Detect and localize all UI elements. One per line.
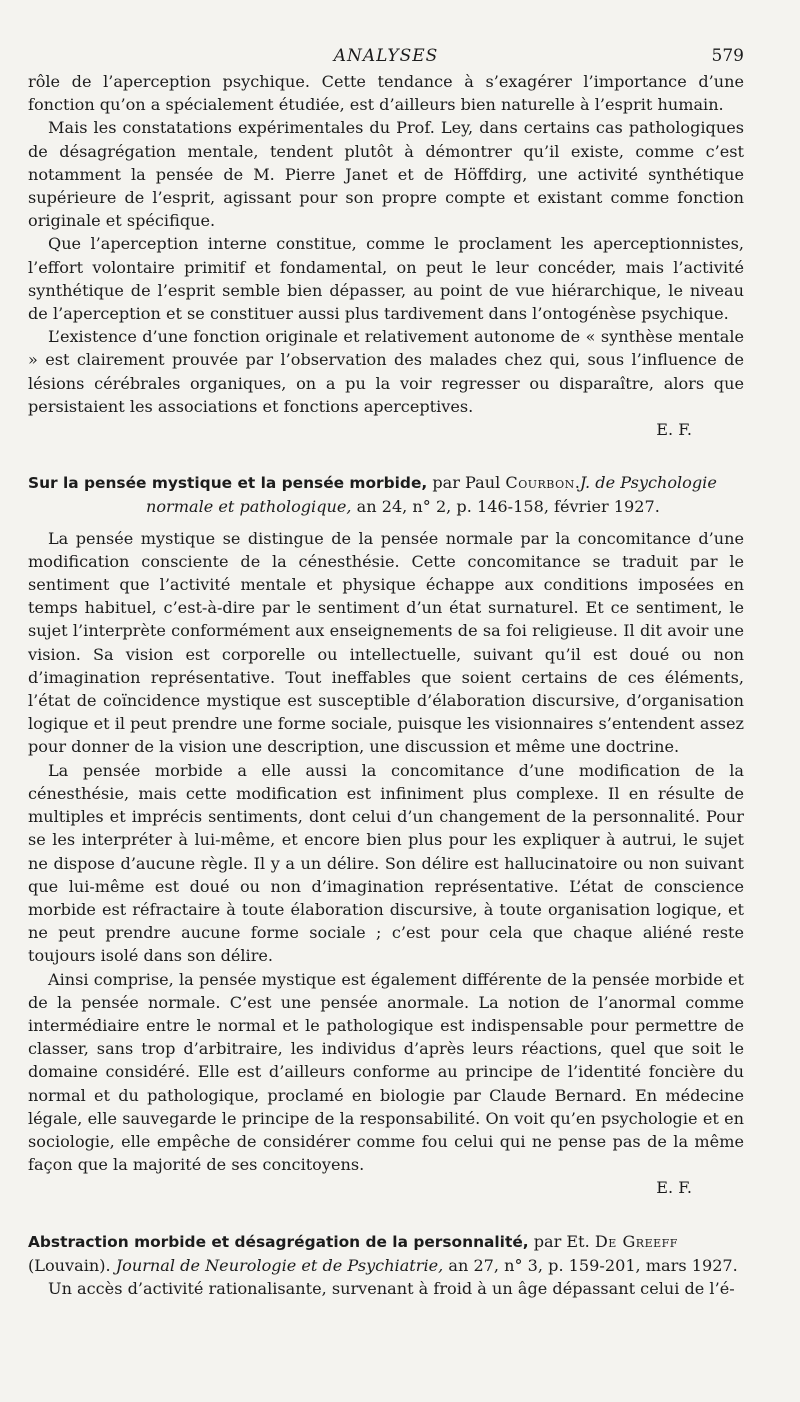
paragraph: L’existence d’une fonction originale et relativement autonome de « synthèse mentale » est clairement prouvée par l’observation des malades chez qui, sous l’influence de lésions cérébrales organiques, on a pu la voir regresser ou disparaître, alors que persistaient les associations et fonctions aperceptives. — [28, 327, 744, 416]
review-body-mystique — [28, 527, 744, 1200]
signature-row — [28, 1176, 744, 1199]
paragraph: Mais les constatations expérimentales du Prof. Ley, dans certains cas pathologiques de désagrégation mentale, tendent plutôt à démontrer qu’il existe, comme c’est notamment la pensée de M. Pierre Janet et de Höffdirg, une activité synthétique supérieure de l’esprit, agissant pour son propre compte et existant comme fonction originale et spécifique. — [28, 118, 744, 231]
paragraph: rôle de l’aperception psychique. Cette tendance à s’exagérer l’importance d’une fonction qu’on a spécialement étudiée, est d’ailleurs bien naturelle à l’esprit humain. — [28, 72, 744, 115]
publication-details: an 27, n° 3, p. 159-201, mars 1927. — [443, 1255, 738, 1275]
review-heading-abstraction: Abstraction morbide et désagrégation de la personnalité, par Et. De Greeff (Louvain). Journal de Neurologie et de Psychiatrie, an 27, n° 3, p. 159-201, mars 1927. — [28, 1231, 738, 1275]
paragraph: Un accès d’activité rationalisante, survenant à froid à un âge dépassant celui de l’é- — [48, 1278, 735, 1298]
journal-name: Journal de Neurologie et de Psychiatrie, — [115, 1255, 444, 1275]
running-head-title: ANALYSES — [333, 46, 439, 66]
author-name: De Greeff — [594, 1231, 678, 1251]
author-location: (Louvain). — [28, 1255, 116, 1275]
paragraph: La pensée mystique se distingue de la pensée normale par la concomitance d’une modification consciente de la cénesthésie. Cette concomitance se traduit par le sentiment que l’activité mentale et physique échappe aux conditions imposées en temps habituel, c’est-à-dire par le sentiment d’un état surnaturel. Et ce sentiment, le sujet l’interprète conformément aux enseignements de sa foi religieuse. Il dit avoir une vision. Sa vision est corporelle ou intellectuelle, suivant qu’il est doué ou non d’imagination représentative. Tout ineffables que soient certains de ces éléments, l’état de coïncidence mystique est susceptible d’élaboration discursive, d’organisation logique et il peut prendre une forme sociale, puisque les visionnaires s’entendent assez pour donner de la vision une description, une discussion et même une doctrine. — [28, 528, 744, 757]
author-name: Courbon — [505, 473, 575, 493]
journal-name: J. de Psychologie — [579, 473, 717, 493]
running-head — [28, 42, 744, 70]
review-continuation — [28, 70, 744, 441]
page-number: 579 — [711, 46, 744, 66]
signature: E. F. — [656, 1178, 692, 1198]
paragraph: La pensée morbide a elle aussi la concomitance d’une modification de la cénesthésie, mais cette modification est infiniment plus complexe. Il en résulte de multiples et imprécis sentiments, dont celui d’un changement de la personnalité. Pour se les interpréter à lui-même, et encore bien plus pour les expliquer à autrui, le sujet ne dispose d’aucune règle. Il y a un délire. Son délire est hallucinatoire ou non suivant que lui-même est doué ou non d’imagination représentative. L’état de conscience morbide est réfractaire à toute élaboration discursive, à toute organisation logique, et ne peut prendre aucune forme sociale ; c’est pour cela que chaque aliéné reste toujours isolé dans son délire. — [28, 760, 744, 966]
publication-details: an 24, n° 2, p. 146-158, février 1927. — [351, 497, 660, 517]
paragraph: Que l’aperception interne constitue, comme le proclament les aperceptionnistes, l’effort volontaire primitif et fondamental, on peut le leur concéder, mais l’activité synthétique de l’esprit semble bien dépasser, au point de vue hiérarchique, le niveau de l’aperception et se constituer aussi plus tardivement dans l’ontogénèse psychique. — [28, 234, 744, 324]
signature-row — [28, 418, 744, 441]
journal-name-cont: normale et pathologique, — [146, 497, 352, 517]
review-heading-mystique: Sur la pensée mystique et la pensée morbide, par Paul Courbon.J. de Psychologie normale et pathologique, an 24, n° 2, p. 146-158, février 1927. — [28, 473, 717, 517]
article-title: Abstraction morbide et désagrégation de la personnalité, — [28, 1232, 529, 1251]
article-title: Sur la pensée mystique et la pensée morbide, — [28, 474, 428, 493]
paragraph: Ainsi comprise, la pensée mystique est également différente de la pensée morbide et de la pensée normale. C’est une pensée anormale. La notion de l’anormal comme intermédiaire entre le normal et le pathologique est indispensable pour permettre de classer, sans trop d’arbitraire, les individus d’après leurs réactions, quel que soit le domaine considéré. Elle est d’ailleurs conforme au principe de l’identité foncière du normal et du pathologique, proclamé en biologie par Claude Bernard. En médecine légale, elle sauvegarde le principe de la responsabilité. On voit qu’en psychologie et en sociologie, elle empêche de considérer comme fou celui qui ne pense pas de la même façon que la majorité de ses concitoyens. — [28, 969, 744, 1175]
signature: E. F. — [656, 420, 692, 440]
review-body-abstraction — [28, 1277, 744, 1300]
